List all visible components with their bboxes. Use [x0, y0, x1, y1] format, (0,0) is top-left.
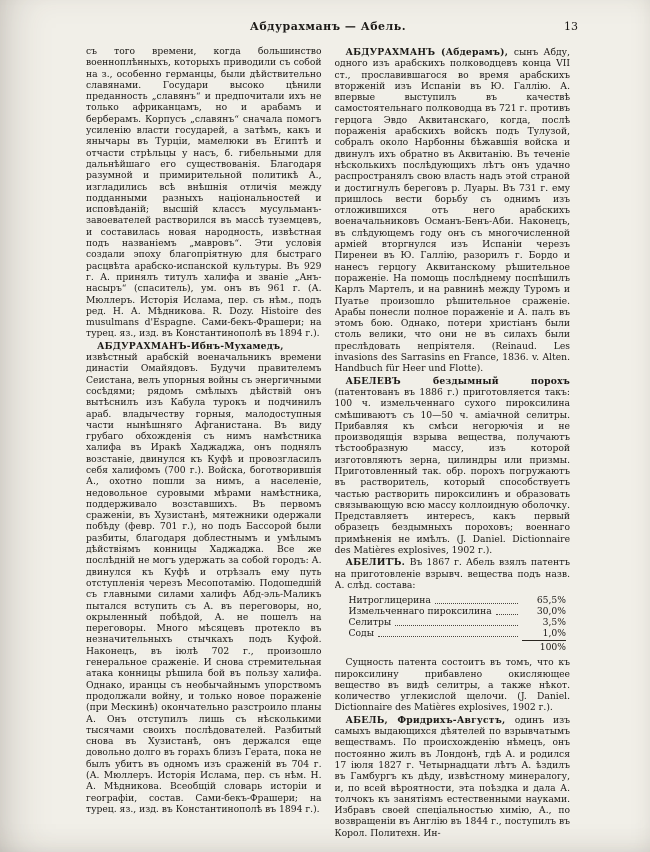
table-row	[349, 628, 567, 639]
row-name: Соды	[348, 628, 375, 640]
left-column	[86, 46, 322, 838]
row-leader	[496, 614, 518, 615]
table-row	[349, 606, 567, 617]
row-name: Нитроглицерина	[348, 595, 431, 607]
article-heading: АБДУРАХМАНЪ (Абдерамъ),	[345, 47, 509, 58]
row-leader	[378, 636, 518, 637]
header-title: Абдурахманъ — Абель.	[249, 20, 407, 33]
article-heading: АБЕЛИТЪ.	[345, 557, 406, 569]
table-total-row	[349, 640, 567, 653]
right-column	[335, 46, 571, 838]
article-abdurakhman-ibn-mukhamed	[86, 341, 322, 815]
continuation-paragraph: съ того времени, когда большинство военноплѣнныхъ, которыхъ приводили съ собой на з., особенно германцы, были дѣйствительно славянами. Государи высоко цѣнили преданность „славянъ“ и предпочитали ихъ не только африканцамъ, но и арабамъ и берберамъ. Корпусъ „славянъ“ сначала помогъ усиленію власти государей, а затѣмъ, какъ и янычары въ Турціи, мамелюки въ Египтѣ и отчасти стрѣльцы у насъ, б. гибельными для дальнѣйшаго его существованія. Благодаря разумной и примирительной политикѣ А., изгладились всѣ внѣшнія отличія между подданными разныхъ національностей и исповѣданій; высшій классъ мусульманъ-завоевателей растворился въ массѣ туземцевъ, и составилась новая народность, извѣстная подъ названіемъ „мавровъ“. Эти условія создали эпоху благопріятную для быстраго расцвѣта арабско-испанской культуры. Въ 929 г. А. принялъ титулъ халифа и званіе „Анъ-насыръ“ (спаситель), ум. онъ въ 961 г. (А. Мюллеръ. Исторія Ислама, пер. съ нѣм., подъ ред. Н. А. Мѣдникова. R. Dozy. Histoire des musulmans d'Espagne. Сами-бекъ-Фрашери; на турец. яз., изд. въ Константинополѣ въ 1894 г.).	[86, 46, 322, 340]
page-number: 13	[564, 20, 578, 33]
article-abdurakhman-abderam	[335, 47, 571, 375]
row-leader	[435, 603, 518, 604]
article-heading: АБДУРАХМАНЪ-Ибнъ-Мухамедъ,	[97, 340, 284, 352]
row-value: 3,5%	[542, 617, 566, 629]
row-name: Измельченнаго пироксилина	[348, 606, 492, 618]
table-row	[349, 617, 567, 628]
article-body: (патентованъ въ 1886 г.) приготовляется такъ: 100 ч. измельченнаго сухого пироксилина смѣшиваютъ съ 10—50 ч. аміачной селитры. Прибавляя къ смѣси негорючія и не производящія взрыва вещества, получаютъ тѣстообразную массу, изъ которой изготовляютъ зерна, цилиндры или призмы. Приготовленный так. обр. порохъ погружаютъ въ растворитель, который способствуетъ частью растворить пироксилинъ и образовать связывающую всю массу коллоидную оболочку. Представляетъ интересъ, какъ первый образецъ бездымныхъ пороховъ; военнаго примѣненія не имѣлъ. (J. Daniel. Dictionnaire des Matières explosives, 1902 г.).	[334, 386, 570, 557]
article-abelev-powder	[335, 376, 571, 557]
article-heading: АБЕЛЕВЪ бездымный порохъ	[345, 375, 570, 387]
article-body: сынъ Абду, одного изъ арабскихъ полководцевъ конца VII ст., прославившагося во время арабскихъ вторженій изъ Испаніи въ Ю. Галлію. А. впервые выступилъ въ качествѣ самостоятельнаго полководца въ 721 г. противъ герцога Эвдо Аквитанскаго, когда, послѣ пораженія арабскихъ войскъ подъ Тулузой, собралъ около Нарбонны бѣжавшія войска и двинулъ ихъ обратно въ Аквитанію. Въ теченіе нѣсколькихъ послѣдующихъ лѣтъ онъ удачно распространялъ свою власть надъ этой страной и достигнулъ береговъ р. Луары. Въ 731 г. ему пришлось вести борьбу съ однимъ изъ отложившихся отъ него арабскихъ военачальниковъ Османъ-Бенъ-Аби. Наконецъ, въ слѣдующемъ году онъ съ многочисленной арміей вторгнулся изъ Испаніи черезъ Пиренеи въ Ю. Галлію, разорилъ г. Бордо и нанесъ герцогу Аквитанскому рѣшительное пораженіе. На помощь послѣднему поспѣшилъ Карлъ Мартелъ, и на равнинѣ между Туромъ и Пуатье произошло рѣшительное сраженіе. Арабы понесли полное пораженіе и А. палъ въ этомъ бою. Однако, потери христіанъ были столь велики, что они не въ силахъ были преслѣдовать непріятеля. (Reinaud. Les invasions des Sarrasins en France, 1836. v. Alten. Handbuch für Heer und Flotte).	[334, 47, 570, 375]
running-header	[86, 20, 578, 36]
row-name: Селитры	[348, 617, 392, 629]
table-row	[349, 595, 567, 606]
article-body: извѣстный арабскій военачальникъ времени династіи Омайядовъ. Будучи правителемъ Сеистана, велъ упорныя войны съ энергичными сосѣдями; рядомъ смѣлыхъ дѣйствій онъ вытѣснилъ изъ Кабула турокъ и подчинилъ араб. владычеству горныя, малодоступныя части нынѣшняго Афганистана. Въ виду грубаго обхожденія съ нимъ намѣстника халифа въ Иракѣ Хаджаджа, онъ поднялъ возстаніе, двинулся къ Куфѣ и провозгласилъ себя халифомъ (700 г.). Войска, боготворившія А., охотно пошли за нимъ, а населеніе, недовольное суровыми мѣрами намѣстника, поддерживало возставшихъ. Въ первомъ сраженіи, въ Хузистанѣ, мятежники одержали побѣду (февр. 701 г.), но подъ Бассорой были разбиты, благодаря доблестнымъ и умѣлымъ дѣйствіямъ конницы Хаджаджа. Все же послѣдній не могъ удержать за собой городъ: А. двинулся къ Куфѣ и отрѣзалъ ему путь отступленія черезъ Месопотамію. Подошедшій съ главными силами халифъ Абд-эль-Маликъ пытался вступить съ А. въ переговоры, но, окрыленный побѣдой, А. не пошелъ на переговоры. Много мѣсяцевъ протекло въ незначительныхъ стычкахъ подъ Куфой. Наконецъ, въ іюлѣ 702 г., произошло генеральное сраженіе. И снова стремительная атака конницы рѣшила бой въ пользу халифа. Однако, иранцы съ необычайнымъ упорствомъ продолжали войну, и только новое пораженіе (при Мескинѣ) окончательно разстроило планы А. Онъ отступилъ лишь съ нѣсколькими тысячами своихъ послѣдователей. Разбитый снова въ Хузистанѣ, онъ держался еще довольно долго въ горахъ близъ Герата, пока не былъ убитъ въ одномъ изъ сраженій въ 704 г. (А. Мюллеръ. Исторія Ислама, пер. съ нѣм. Н. А. Мѣдникова. Всеобщій словарь исторіи и географіи, состав. Сами-бекъ-Фрашери; на турец. яз., изд. въ Константинополѣ въ 1894 г.).	[86, 352, 322, 815]
composition-table	[349, 595, 567, 653]
article-intro: Въ 1867 г. Абель взялъ патентъ на приготовленіе взрывч. вещества подъ назв. А. слѣд. состава:	[334, 557, 570, 591]
text-columns	[86, 46, 570, 838]
article-body: одинъ изъ самыхъ выдающихся дѣятелей по взрывчатымъ веществамъ. По происхожденію нѣмецъ, онъ постоянно жилъ въ Лондонѣ, гдѣ А. и родился 17 іюля 1827 г. Четырнадцати лѣтъ А. ѣздилъ въ Гамбургъ къ дѣду, извѣстному минералогу, и, по всей вѣроятности, эта поѣздка и дала А. толчокъ къ занятіямъ естественными науками. Избравъ своей спеціальностью химію, А., по возвращеніи въ Англію въ 1844 г., поступилъ въ Корол. Политехн. Ин-	[334, 714, 570, 838]
row-value: 30,0%	[536, 606, 566, 618]
table-total-value: 100%	[522, 640, 566, 653]
article-heading: АБЕЛЬ, Фридрихъ-Августъ,	[345, 714, 506, 726]
abelit-patent-note: Сущность патента состоитъ въ томъ, что къ пироксилину прибавлено окисляющее вещество въ видѣ селитры, а также нѣкот. количество углекислой щелочи. (J. Daniel. Dictionnaire des Matières explosives, 1902 г.).	[334, 657, 570, 714]
article-abelit	[335, 557, 571, 591]
row-value: 65,5%	[536, 595, 566, 607]
article-abel-friedrich	[335, 715, 571, 838]
row-leader	[395, 625, 518, 626]
row-value: 1,0%	[542, 628, 566, 640]
